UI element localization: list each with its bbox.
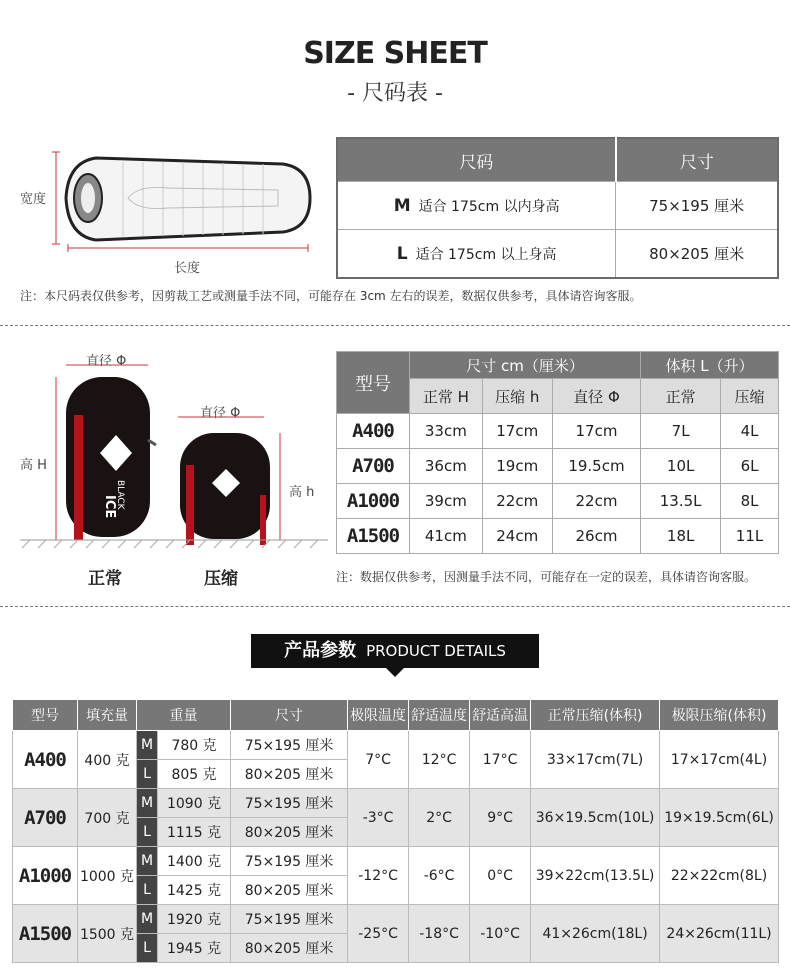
size-note: 注：本尺码表仅供参考，因剪裁工艺或测量手法不同，可能存在 3cm 左右的误差，数据仅供参考，具体请咨询客服。 (20, 289, 642, 303)
dims-cell: 75×195 厘米 (231, 847, 348, 876)
diameter-label-compressed: 直径 Φ (200, 406, 241, 421)
weight-cell: 780 克 (158, 731, 231, 760)
cell: 11L (721, 519, 779, 554)
table-row (337, 449, 779, 484)
cell: 19cm (482, 449, 552, 484)
fill-cell: 1000 克 (78, 847, 137, 905)
cell: 6L (721, 449, 779, 484)
col-header: 尺寸 (231, 700, 348, 731)
height-label-compressed: 高 h (289, 485, 315, 500)
size-code: L (396, 243, 408, 264)
col-header: 极限温度 (348, 700, 409, 731)
col-header: 压缩 h (482, 379, 552, 414)
size-tag: M (137, 789, 158, 818)
weight-cell: 1400 克 (158, 847, 231, 876)
caption-compressed: 压缩 (204, 569, 238, 589)
fill-cell: 700 克 (78, 789, 137, 847)
volume-note: 注：数据仅供参考，因测量手法不同，可能存在一定的误差，具体请咨询客服。 (336, 570, 757, 584)
table-row (13, 847, 779, 876)
svg-text:BLACK: BLACK (115, 480, 125, 510)
model-cell: A1000 (13, 847, 78, 905)
col-header: 正常 H (410, 379, 483, 414)
weight-cell: 1090 克 (158, 789, 231, 818)
size-dims: 80×205 厘米 (616, 230, 778, 279)
dims-cell: 80×205 厘米 (231, 760, 348, 789)
model-cell: A700 (337, 449, 410, 484)
svg-text:ICE: ICE (102, 495, 117, 519)
model-header: 型号 (337, 352, 410, 414)
fill-cell: 1500 克 (78, 905, 137, 963)
cell: 8L (721, 484, 779, 519)
cell: 36cm (410, 449, 483, 484)
model-cell: A400 (337, 414, 410, 449)
cell: 33cm (410, 414, 483, 449)
size-code: M (393, 195, 411, 216)
size-header: 尺码 (337, 138, 616, 182)
diameter-label-normal: 直径 Φ (86, 354, 127, 369)
size-desc: 适合 175cm 以内身高 (418, 198, 560, 215)
height-label-normal: 高 H (20, 458, 47, 473)
model-cell: A400 (13, 731, 78, 789)
size-tag: L (137, 934, 158, 963)
size-tag: L (137, 760, 158, 789)
weight-cell: 1115 克 (158, 818, 231, 847)
extreme-compress-cell: 22×22cm(8L) (660, 847, 779, 905)
weight-cell: 1920 克 (158, 905, 231, 934)
col-header: 直径 Φ (552, 379, 641, 414)
dims-cell: 75×195 厘米 (231, 789, 348, 818)
cell: 10L (641, 449, 721, 484)
comfort-temp-cell: 12°C (409, 731, 470, 789)
cell: 17cm (482, 414, 552, 449)
length-label: 长度 (174, 261, 201, 276)
weight-cell: 805 克 (158, 760, 231, 789)
cell: 26cm (552, 519, 641, 554)
size-tag: L (137, 876, 158, 905)
col-header: 极限压缩(体积) (660, 700, 779, 731)
table-row (337, 414, 779, 449)
dims-cell: 80×205 厘米 (231, 818, 348, 847)
extreme-compress-cell: 19×19.5cm(6L) (660, 789, 779, 847)
col-header: 舒适温度 (409, 700, 470, 731)
size-tag: M (137, 731, 158, 760)
sleeping-bag-diagram (18, 140, 318, 280)
cell: 18L (641, 519, 721, 554)
high-temp-cell: 0°C (470, 847, 531, 905)
weight-cell: 1945 克 (158, 934, 231, 963)
table-row (13, 789, 779, 818)
page-title: SIZE SHEET (303, 36, 487, 71)
product-details-table (12, 699, 779, 963)
cell: 39cm (410, 484, 483, 519)
product-details-banner (251, 634, 539, 668)
model-cell: A700 (13, 789, 78, 847)
weight-cell: 1425 克 (158, 876, 231, 905)
size-tag: L (137, 818, 158, 847)
cell: 19.5cm (552, 449, 641, 484)
cell: 4L (721, 414, 779, 449)
size-tag: M (137, 847, 158, 876)
size-desc: 适合 175cm 以上身高 (415, 246, 557, 263)
size-dims: 75×195 厘米 (616, 182, 778, 230)
model-cell: A1000 (337, 484, 410, 519)
banner-cn: 产品参数 (284, 640, 357, 661)
cell: 13.5L (641, 484, 721, 519)
dims-cell: 75×195 厘米 (231, 905, 348, 934)
dims-header: 尺寸 (616, 138, 778, 182)
col-header: 正常 (641, 379, 721, 414)
size-group-header: 尺寸 cm（厘米） (410, 352, 641, 379)
width-label: 宽度 (20, 192, 47, 207)
size-row-l (337, 230, 778, 279)
high-temp-cell: -10°C (470, 905, 531, 963)
col-header: 舒适高温 (470, 700, 531, 731)
volume-table (336, 351, 779, 554)
extreme-compress-cell: 17×17cm(4L) (660, 731, 779, 789)
comfort-temp-cell: -18°C (409, 905, 470, 963)
cell: 17cm (552, 414, 641, 449)
normal-compress-cell: 39×22cm(13.5L) (531, 847, 660, 905)
normal-compress-cell: 33×17cm(7L) (531, 731, 660, 789)
model-cell: A1500 (337, 519, 410, 554)
extreme-compress-cell: 24×26cm(11L) (660, 905, 779, 963)
caption-normal: 正常 (88, 569, 122, 589)
cell: 7L (641, 414, 721, 449)
table-row (13, 731, 779, 760)
divider (0, 325, 790, 326)
table-row (337, 484, 779, 519)
normal-compress-cell: 41×26cm(18L) (531, 905, 660, 963)
col-header: 压缩 (721, 379, 779, 414)
size-tag: M (137, 905, 158, 934)
high-temp-cell: 17°C (470, 731, 531, 789)
cell: 22cm (482, 484, 552, 519)
volume-group-header: 体积 L（升） (641, 352, 779, 379)
col-header: 正常压缩(体积) (531, 700, 660, 731)
page-subtitle: - 尺码表 - (347, 81, 443, 106)
comfort-temp-cell: -6°C (409, 847, 470, 905)
table-row (13, 905, 779, 934)
col-header: 型号 (13, 700, 78, 731)
cell: 24cm (482, 519, 552, 554)
limit-temp-cell: -25°C (348, 905, 409, 963)
cell: 22cm (552, 484, 641, 519)
model-cell: A1500 (13, 905, 78, 963)
size-table (336, 137, 779, 279)
banner-en: PRODUCT DETAILS (366, 642, 506, 660)
dims-cell: 80×205 厘米 (231, 934, 348, 963)
dims-cell: 80×205 厘米 (231, 876, 348, 905)
high-temp-cell: 9°C (470, 789, 531, 847)
divider (0, 606, 790, 607)
normal-compress-cell: 36×19.5cm(10L) (531, 789, 660, 847)
limit-temp-cell: -12°C (348, 847, 409, 905)
stuff-sack-diagram (18, 345, 330, 555)
col-header: 填充量 (78, 700, 137, 731)
size-row-m (337, 182, 778, 230)
table-row (337, 519, 779, 554)
dims-cell: 75×195 厘米 (231, 731, 348, 760)
fill-cell: 400 克 (78, 731, 137, 789)
comfort-temp-cell: 2°C (409, 789, 470, 847)
cell: 41cm (410, 519, 483, 554)
col-header: 重量 (137, 700, 231, 731)
limit-temp-cell: -3°C (348, 789, 409, 847)
banner-arrow (386, 668, 404, 677)
limit-temp-cell: 7°C (348, 731, 409, 789)
